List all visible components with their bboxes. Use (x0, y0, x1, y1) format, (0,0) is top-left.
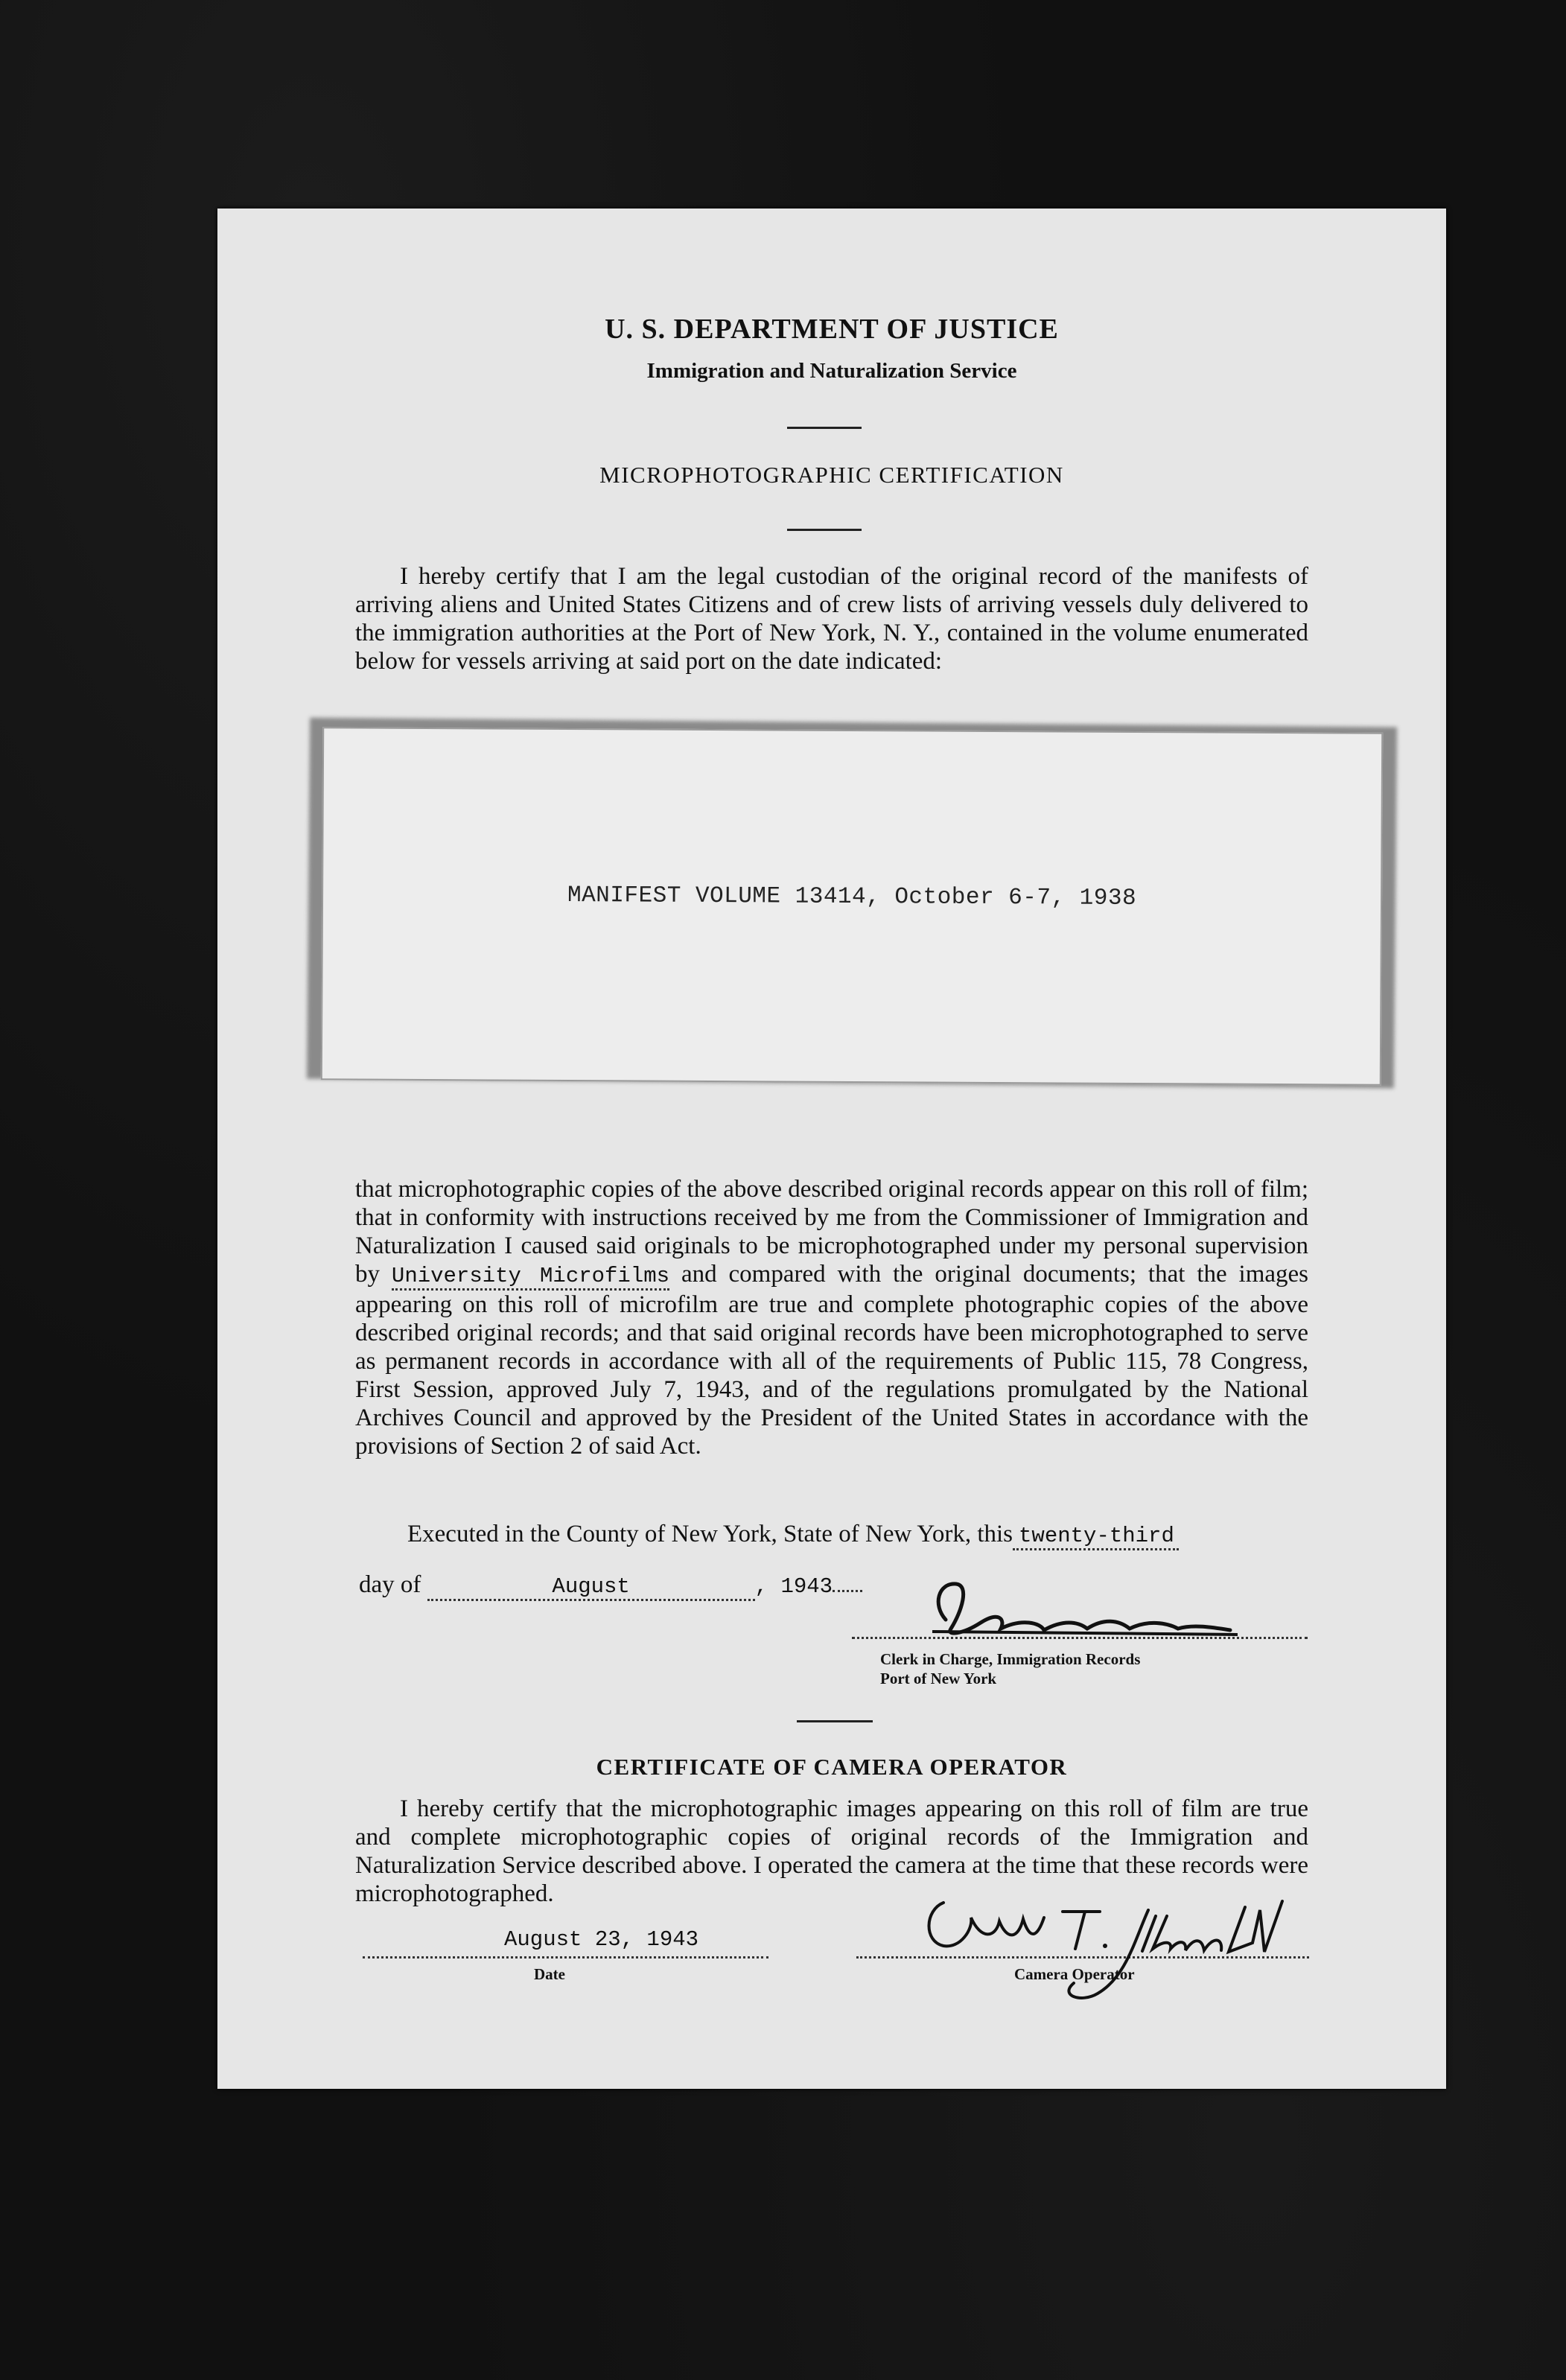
date-line (363, 1956, 768, 1959)
body-text-1: that microphotographic copies of the above described original records appear on this roll of film; that in conformity with instructions received by me from the Commissioner of Immigration and Naturalization I caused said originals to be microphotographed under my personal supervision by (355, 1176, 1308, 1288)
camera-certificate-title: CERTIFICATE OF CAMERA OPERATOR (596, 1754, 1068, 1780)
service-subheading: Immigration and Naturalization Service (646, 359, 1017, 383)
clerk-caption (880, 1649, 1140, 1688)
divider (787, 427, 862, 429)
clerk-title: Clerk in Charge, Immigration Records (880, 1650, 1141, 1668)
intro-paragraph (355, 562, 1308, 675)
camera-operator-label: Camera Operator (1014, 1965, 1135, 1983)
executed-month: August (427, 1574, 755, 1601)
body-text-2: and compared with the original documents; that the images appearing on this roll of microfilm are true and complete photographic copies of the above described original records; and that said original records have been microphotographed to serve as permanent records in accordance with all of the requirements of Public 115, 78 Congress, First Session, approved July 7, 1943, and of the regulations promulgated by the National Archives Council and approved by the President of the United States in accordance with the provisions of Section 2 of said Act. (355, 1261, 1309, 1460)
executed-year: , 1943 (754, 1574, 833, 1599)
supervisor-name: University Microfilms (392, 1264, 669, 1291)
clerk-signature (917, 1575, 1245, 1646)
day-of-line (359, 1571, 862, 1601)
clerk-port: Port of New York (880, 1670, 997, 1687)
certificate-page (217, 209, 1446, 2089)
operator-signature (903, 1858, 1320, 2007)
divider (797, 1720, 873, 1722)
divider (787, 529, 862, 531)
executed-prefix: Executed in the County of New York, State of New York, this (407, 1521, 1013, 1547)
day-of-label: day of (359, 1571, 421, 1598)
intro-text: I hereby certify that I am the legal custodian of the original record of the manifests of arriving aliens and United States Citizens and of crew lists of arriving vessels duly delivered to the immigration authorities at the Port of New York, N. Y., contained in the volume enumerated below for vessels arriving at said port on the date indicated: (355, 563, 1308, 675)
certification-title: MICROPHOTOGRAPHIC CERTIFICATION (599, 462, 1064, 488)
executed-line (407, 1521, 1179, 1548)
body-paragraph (355, 1175, 1308, 1460)
executed-day: twenty-third (1013, 1524, 1179, 1550)
manifest-slip (321, 727, 1383, 1085)
manifest-volume: MANIFEST VOLUME 13414, October 6-7, 1938 (567, 882, 1137, 912)
camera-date-value: August 23, 1943 (504, 1927, 699, 1952)
camera-certificate-text: I hereby certify that the microphotographic images appearing on this roll of film are true and complete microphotographic copies of original records of the Immigration and Naturalization Service described above. I operated the camera at the time that these records were microphotographed. (355, 1795, 1308, 1907)
department-heading: U. S. DEPARTMENT OF JUSTICE (605, 314, 1059, 345)
date-label: Date (534, 1965, 565, 1983)
